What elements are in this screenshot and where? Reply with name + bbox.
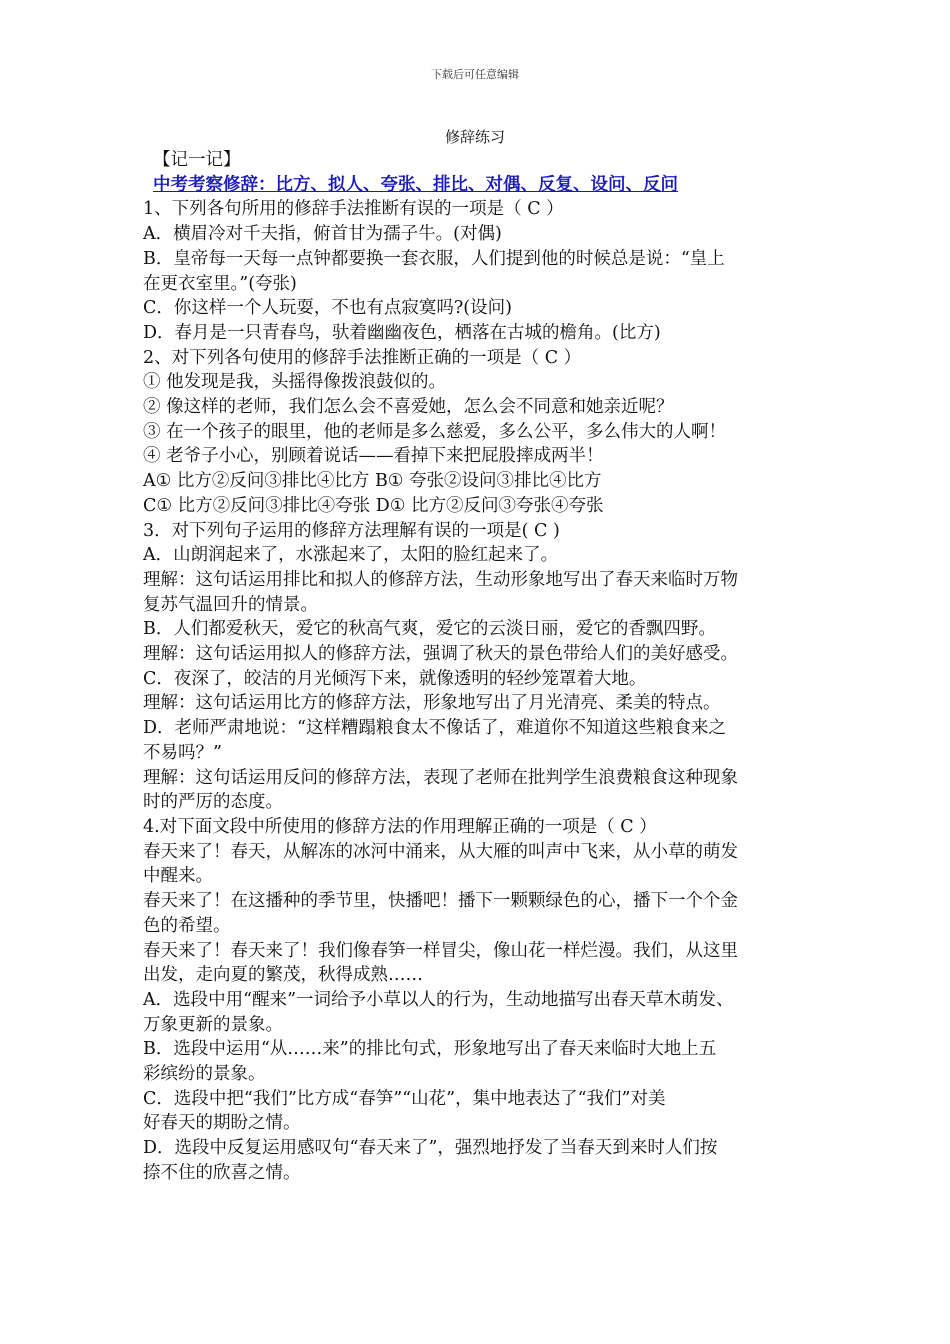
header-note: 下载后可任意编辑 [431,68,519,81]
text-line: 捺不住的欣喜之情。 [143,1162,301,1183]
text-line: B．皇帝每一天每一点钟都要换一套衣服，人们提到他的时候总是说：“皇上 [143,248,725,269]
text-line: 万象更新的景象。 [143,1014,283,1035]
text-line: 春天来了！春天来了！我们像春笋一样冒尖，像山花一样烂漫。我们，从这里 [143,940,738,961]
text-line: D．老师严肃地说：“这样糟蹋粮食太不像话了，难道你不知道这些粮食来之 [143,718,726,739]
memo-heading: 【记一记】 [153,150,241,170]
exam-focus-line: 中考考察修辞：比方、拟人、夸张、排比、对偶、反复、设问、反问 [153,174,678,195]
text-line: 2、对下列各句使用的修辞手法推断正确的一项是（ C ） [143,347,582,368]
text-line: B．选段中运用“从……来”的排比句式，形象地写出了春天来临时大地上五 [143,1039,717,1060]
text-line: 色的希望。 [143,915,231,936]
text-line: 3．对下列句子运用的修辞方法理解有误的一项是( C ) [143,520,560,541]
text-line: ① 他发现是我，头摇得像拨浪鼓似的。 [143,372,447,393]
text-line: ② 像这样的老师，我们怎么会不喜爱她，怎么会不同意和她亲近呢？ [143,397,674,418]
text-line: D．春月是一只青春鸟，驮着幽幽夜色，栖落在古城的檐角。(比方) [143,322,661,343]
text-line: 1、下列各句所用的修辞手法推断有误的一项是（ C ） [143,199,564,220]
text-line: B．人们都爱秋天，爱它的秋高气爽，爱它的云淡日丽，爱它的香飘四野。 [143,619,716,640]
text-line: 理解：这句话运用比方的修辞方法，形象地写出了月光清亮、柔美的特点。 [143,693,721,714]
text-line: A．山朗润起来了，水涨起来了，太阳的脸红起来了。 [143,545,559,566]
text-line: 复苏气温回升的情景。 [143,594,318,615]
text-line: 不易吗？” [143,742,222,763]
text-line: ③ 在一个孩子的眼里，他的老师是多么慈爱，多么公平，多么伟大的人啊！ [143,421,727,442]
text-line: 春天来了！在这播种的季节里，快播吧！播下一颗颗绿色的心，播下一个个金 [143,891,738,912]
text-line: 中醒来。 [143,866,213,887]
text-line: 在更衣室里。”(夸张) [143,273,297,294]
text-line: 彩缤纷的景象。 [143,1064,266,1085]
text-line: C．选段中把“我们”比方成“春笋”“山花”，集中地表达了“我们”对美 [143,1088,666,1109]
text-line: 4.对下面文段中所使用的修辞方法的作用理解正确的一项是（ C ） [143,816,657,837]
text-line: A．选段中用“醒来”一词给予小草以人的行为，生动地描写出春天草木萌发、 [143,989,734,1010]
text-line: A．横眉冷对千夫指，俯首甘为孺子牛。(对偶) [143,224,502,245]
text-line: 出发，走向夏的繁茂，秋得成熟…… [143,965,423,986]
text-line: 理解：这句话运用拟人的修辞方法，强调了秋天的景色带给人们的美好感受。 [143,644,738,665]
text-line: 时的严厉的态度。 [143,792,283,813]
text-line: 春天来了！春天，从解冻的冰河中涌来，从大雁的叫声中飞来，从小草的萌发 [143,841,738,862]
text-line: 理解：这句话运用反问的修辞方法，表现了老师在批判学生浪费粮食这种现象 [143,767,738,788]
text-line: D．选段中反复运用感叹句“春天来了”，强烈地抒发了当春天到来时人们按 [143,1138,718,1159]
exercise-lines [143,197,811,1185]
text-line: ④ 老爷子小心，别顾着说话——看掉下来把屁股摔成两半！ [143,446,604,467]
text-line: 理解：这句话运用排比和拟人的修辞方法，生动形象地写出了春天来临时万物 [143,569,738,590]
text-line: C① 比方②反问③排比④夸张 D① 比方②反问③夸张④夸张 [143,495,604,516]
text-line: A① 比方②反问③排比④比方 B① 夸张②设问③排比④比方 [143,471,602,492]
document-body [143,148,811,1186]
text-line: C．你这样一个人玩耍，不也有点寂寞吗?(设问) [143,298,512,319]
text-line: C．夜深了，皎洁的月光倾泻下来，就像透明的轻纱笼罩着大地。 [143,668,647,689]
document-title: 修辞练习 [444,128,505,146]
text-line: 好春天的期盼之情。 [143,1113,301,1134]
